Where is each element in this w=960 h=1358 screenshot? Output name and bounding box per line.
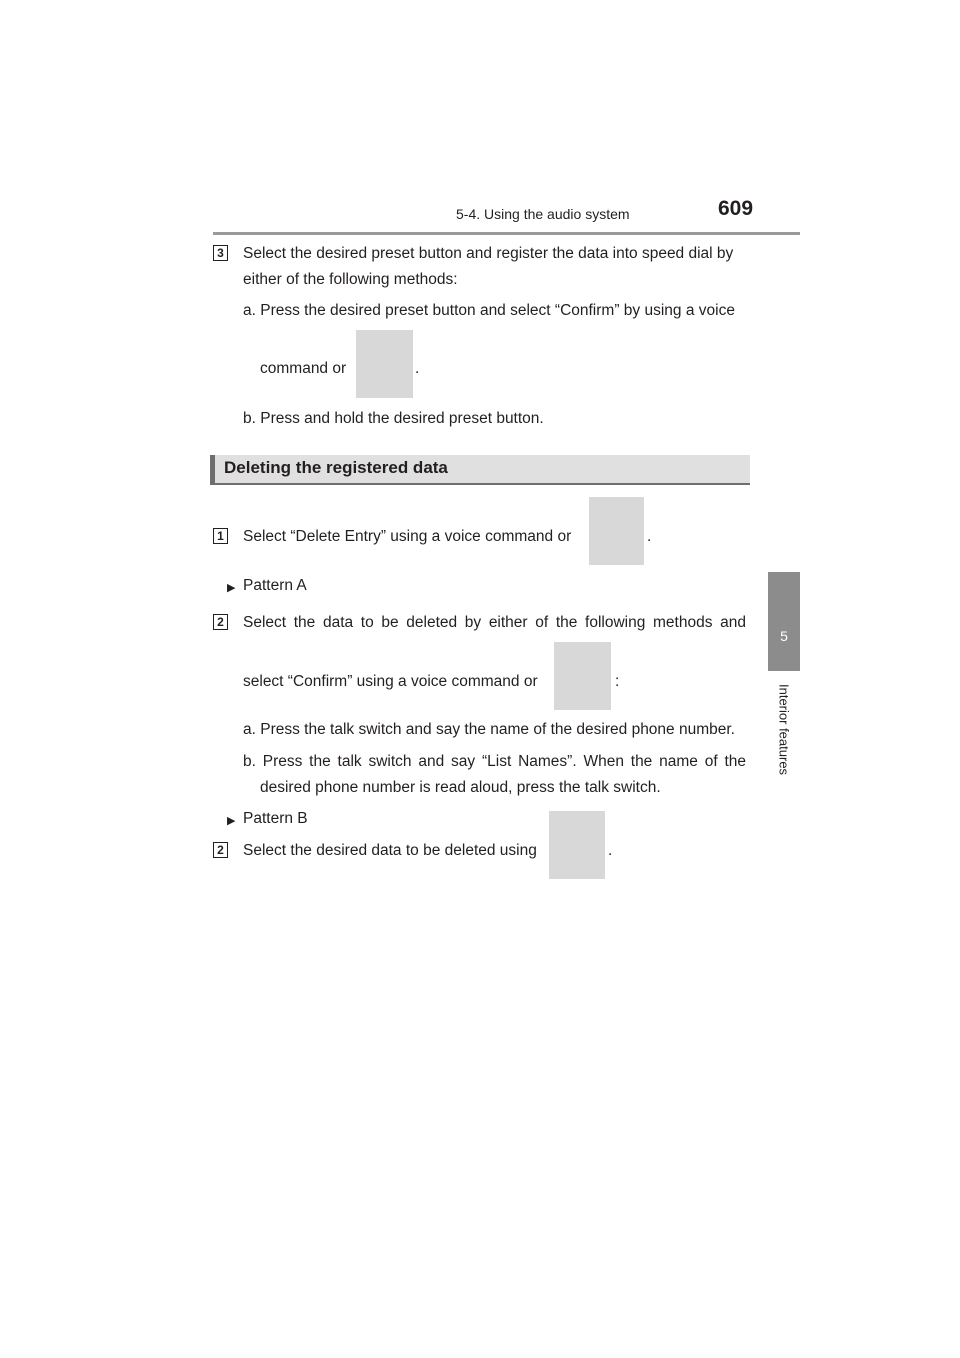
chapter-tab — [768, 572, 800, 671]
step3-option-a-cont: command or — [260, 360, 347, 377]
pattern-a-label: Pattern A — [243, 577, 307, 594]
step-badge-3: 3 — [213, 245, 228, 261]
pattern-b-end: . — [608, 842, 613, 859]
pattern-b-text: Select the desired data to be deleted using — [243, 842, 537, 859]
step-badge-2: 2 — [213, 614, 228, 630]
button-image-placeholder — [589, 497, 644, 565]
triangle-bullet-icon: ▶ — [227, 582, 236, 594]
section-header: 5-4. Using the audio system — [456, 206, 630, 222]
pattern-b-label: Pattern B — [243, 810, 308, 827]
triangle-bullet-icon: ▶ — [227, 815, 236, 827]
step-badge-2: 2 — [213, 842, 228, 858]
button-image-placeholder — [356, 330, 413, 398]
pattern-a-option-b-line1: b. Press the talk switch and say “List Names”. When the name of the — [243, 753, 746, 770]
header-rule — [213, 232, 800, 235]
step3-option-a-end: . — [415, 360, 420, 377]
section-title: Deleting the registered data — [224, 458, 448, 477]
pattern-a-option-a: a. Press the talk switch and say the name of the desired phone number. — [243, 721, 735, 738]
step3-line1: Select the desired preset button and register the data into speed dial by — [243, 245, 734, 262]
step3-option-a: a. Press the desired preset button and select “Confirm” by using a voice — [243, 302, 735, 319]
chapter-number: 5 — [780, 628, 788, 644]
step-badge-1: 1 — [213, 528, 228, 544]
pattern-a-line2-end: : — [615, 673, 620, 690]
delete-step1-end: . — [647, 528, 652, 545]
step3-option-b: b. Press and hold the desired preset button. — [243, 410, 544, 427]
chapter-label — [771, 684, 797, 794]
page-number: 609 — [718, 197, 754, 220]
pattern-a-line2: select “Confirm” using a voice command or — [243, 673, 538, 690]
chapter-label-text: Interior features — [776, 684, 792, 776]
pattern-a-line1: Select the data to be deleted by either of the following methods and — [243, 614, 746, 631]
step3-line2: either of the following methods: — [243, 271, 458, 288]
delete-step1-text: Select “Delete Entry” using a voice command or — [243, 528, 572, 545]
button-image-placeholder — [549, 811, 605, 879]
pattern-a-option-b-line2: desired phone number is read aloud, press the talk switch. — [260, 779, 661, 796]
button-image-placeholder — [554, 642, 611, 710]
